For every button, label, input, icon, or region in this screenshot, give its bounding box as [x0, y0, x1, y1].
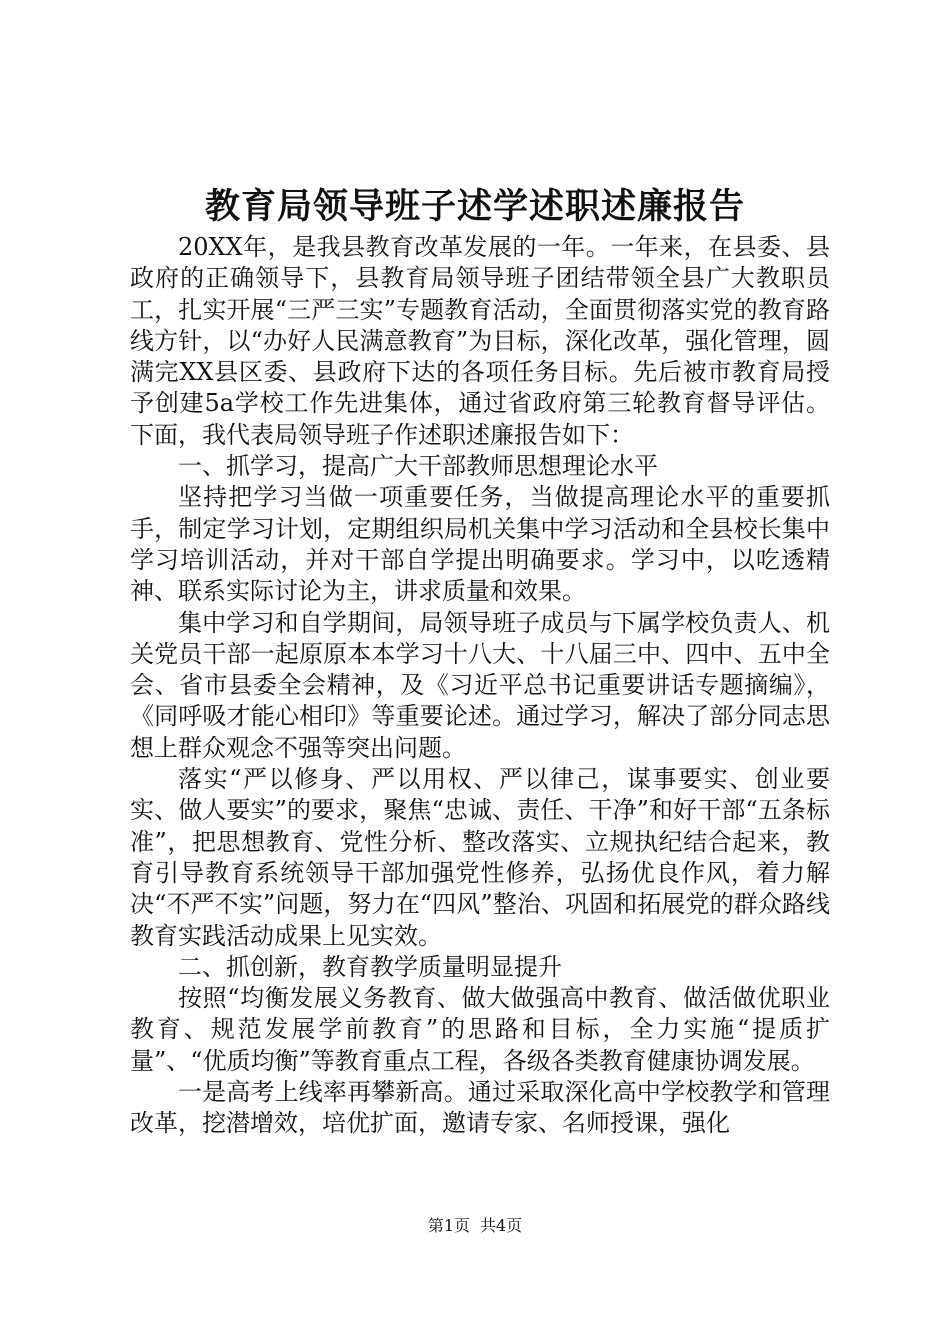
page-footer [0, 1214, 950, 1238]
paragraph: 一是高考上线率再攀新高。通过采取深化高中学校教学和管理改革，挖潜增效，培优扩面，邀请专家、名师授课，强化 [130, 1078, 830, 1138]
paragraph: 按照“均衡发展义务教育、做大做强高中教育、做活做优职业教育、规范发展学前教育”的思路和目标，全力实施“提质扩量”、“优质均衡”等教育重点工程，各级各类教育健康协调发展。 [130, 984, 830, 1075]
page-total: 共4页 [480, 1216, 523, 1235]
paragraph: 落实“严以修身、严以用权、严以律己，谋事要实、创业要实、做人要实”的要求，聚焦“忠诚、责任、干净”和好干部“五条标准”，把思想教育、党性分析、整改落实、立规执纪结合起来，教育引导教育系统领导干部加强党性修养，弘扬优良作风，着力解决“不严不实”问题，努力在“四风”整治、巩固和拓展党的群众路线教育实践活动成果上见实效。 [130, 765, 830, 950]
paragraph: 坚持把学习当做一项重要任务，当做提高理论水平的重要抓手，制定学习计划，定期组织局机关集中学习活动和全县校长集中学习培训活动，并对干部自学提出明确要求。学习中，以吃透精神、联系实际讨论为主，讲求质量和效果。 [130, 483, 830, 606]
section-heading-2: 二、抓创新，教育教学质量明显提升 [178, 952, 562, 981]
paragraph-intro: 20XX年，是我县教育改革发展的一年。一年来，在县委、县政府的正确领导下，县教育局领导班子团结带领全县广大教职员工，扎实开展“三严三实”专题教育活动，全面贯彻落实党的教育路线方针，以“办好人民满意教育”为目标，深化改革，强化管理，圆满完XX县区委、县政府下达的各项任务目标。先后被市教育局授予创建5a学校工作先进集体，通过省政府第三轮教育督导评估。下面，我代表局领导班子作述职述廉报告如下： [130, 233, 830, 449]
paragraph: 集中学习和自学期间，局领导班子成员与下属学校负责人、机关党员干部一起原原本本学习十八大、十八届三中、四中、五中全会、省市县委全会精神，及《习近平总书记重要讲话专题摘编》，《同呼吸才能心相印》等重要论述。通过学习，解决了部分同志思想上群众观念不强等突出问题。 [130, 608, 830, 762]
section-heading-1: 一、抓学习，提高广大干部教师思想理论水平 [178, 452, 658, 481]
document-body [130, 232, 830, 1140]
page-number: 第1页 [427, 1216, 470, 1235]
document-title: 教育局领导班子述学述职述廉报告 [204, 186, 745, 227]
